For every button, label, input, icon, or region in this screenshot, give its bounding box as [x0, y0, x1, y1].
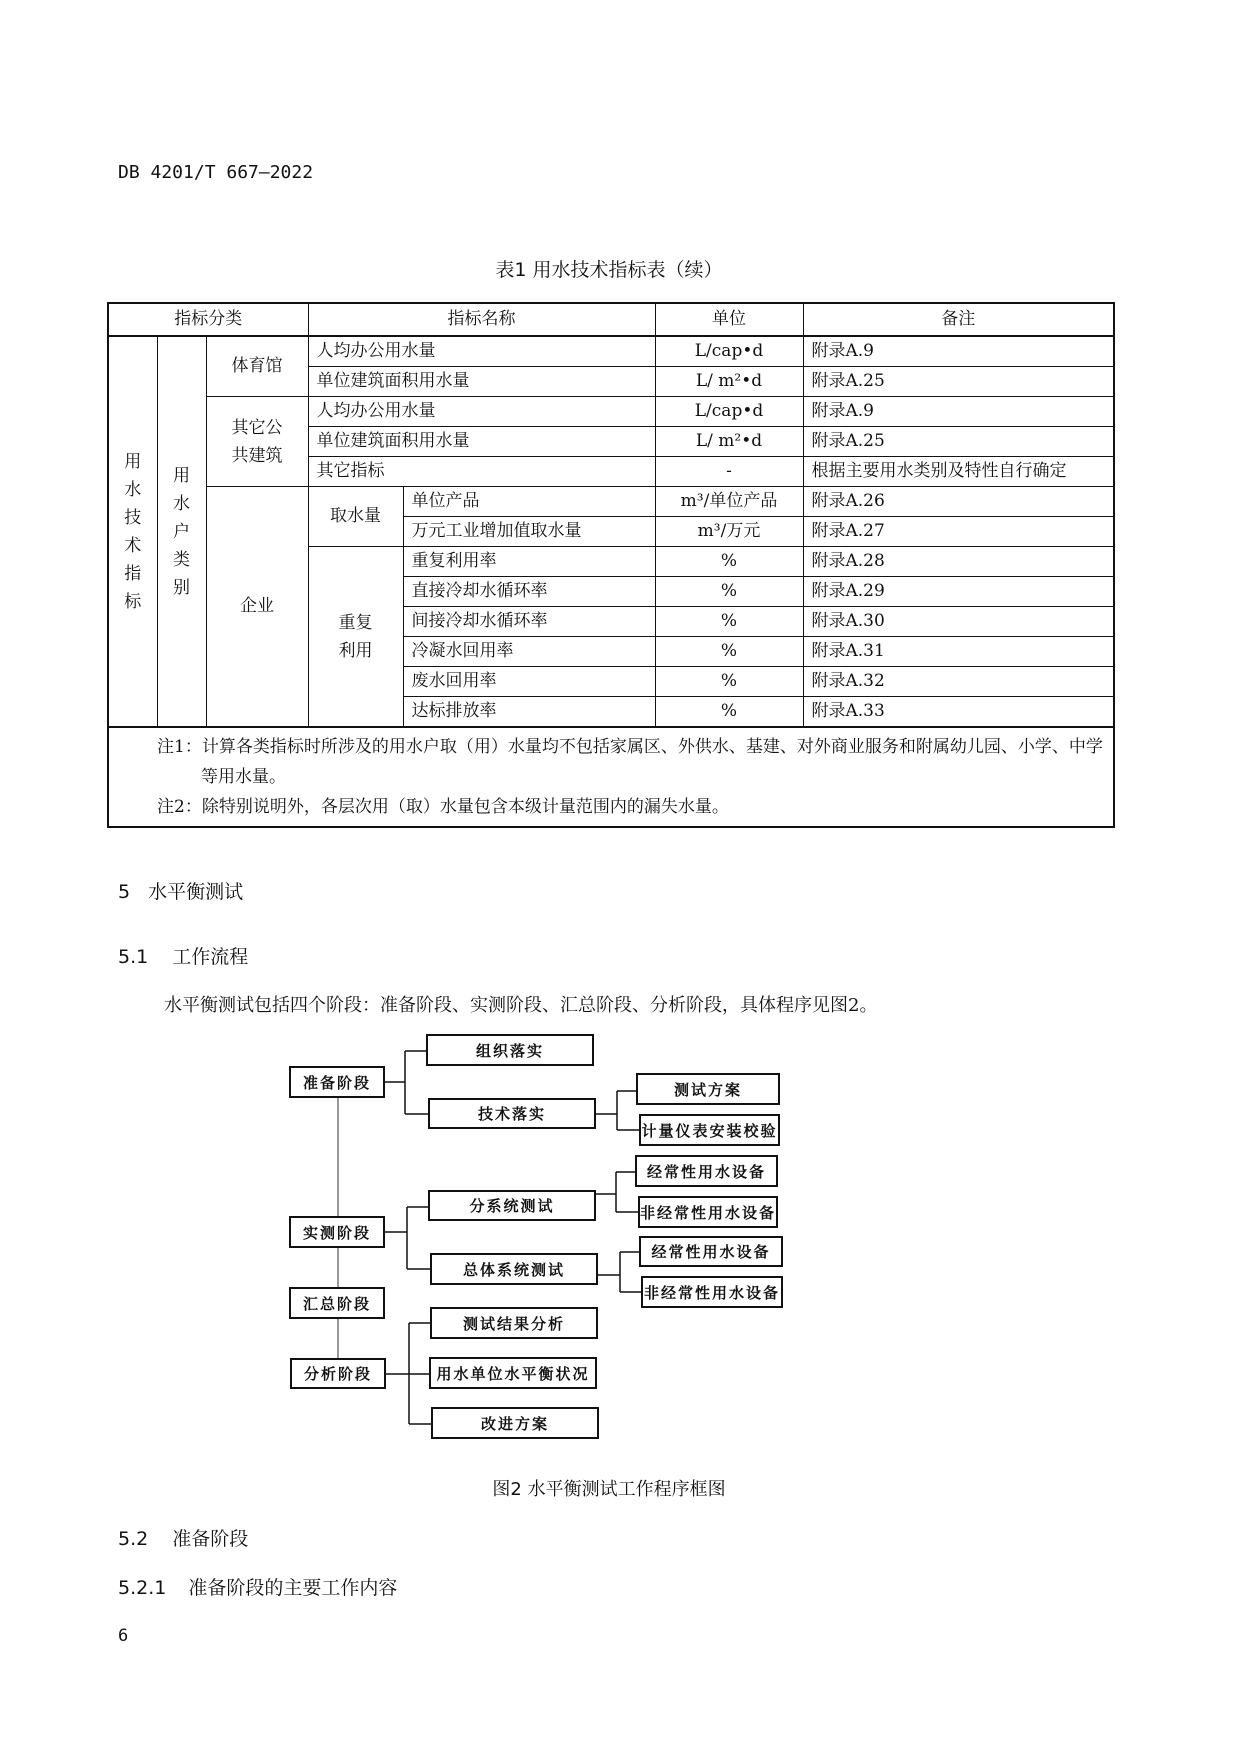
- row-remark: 附录A.31: [803, 637, 1114, 667]
- row-name: 废水回用率: [403, 667, 655, 697]
- row-name: 万元工业增加值取水量: [403, 517, 655, 547]
- table-note-1: 注1：计算各类指标时所涉及的用水户取（用）水量均不包括家属区、外供水、基建、对外商业服务和附属幼儿园、小学、中学等用水量。: [157, 737, 1103, 787]
- box-total-system-test: 总体系统测试: [430, 1253, 598, 1285]
- row-unit: %: [655, 547, 803, 577]
- row-name: 直接冷却水循环率: [403, 577, 655, 607]
- row-name: 间接冷却水循环率: [403, 607, 655, 637]
- box-total-regular: 经常性用水设备: [639, 1236, 783, 1267]
- box-analysis-stage: 分析阶段: [290, 1358, 386, 1389]
- row-unit: L/cap•d: [655, 336, 803, 367]
- document-header: DB 4201/T 667—2022: [118, 162, 314, 183]
- section-number: 5.2.1: [118, 1577, 167, 1599]
- prep-bracket: [385, 1051, 428, 1114]
- section-title: 准备阶段的主要工作内容: [188, 1577, 398, 1599]
- box-prep-stage: 准备阶段: [289, 1066, 385, 1098]
- row-name: 人均办公用水量: [308, 336, 655, 367]
- row-unit: %: [655, 577, 803, 607]
- section-number: 5.1: [118, 946, 149, 968]
- header-remark: 备注: [803, 303, 1114, 336]
- row-unit: %: [655, 667, 803, 697]
- tech-bracket: [596, 1091, 639, 1130]
- row-remark: 附录A.30: [803, 607, 1114, 637]
- section-title: 水平衡测试: [148, 881, 244, 903]
- box-sub-regular: 经常性用水设备: [635, 1155, 778, 1187]
- box-water-balance-status: 用水单位水平衡状况: [429, 1357, 597, 1389]
- subcategory-reuse: 重复利用: [308, 547, 403, 728]
- row-remark: 附录A.26: [803, 487, 1114, 517]
- row-remark: 附录A.28: [803, 547, 1114, 577]
- row-remark: 附录A.9: [803, 336, 1114, 367]
- section-title: 准备阶段: [172, 1528, 249, 1550]
- row-remark: 附录A.9: [803, 397, 1114, 427]
- row-unit: m³/万元: [655, 517, 803, 547]
- box-meter-install: 计量仪表安装校验: [639, 1114, 780, 1146]
- box-improvement-plan: 改进方案: [431, 1407, 599, 1439]
- row-unit: L/ m²•d: [655, 427, 803, 457]
- total-bracket: [598, 1252, 641, 1292]
- section-5-2-heading: [118, 1524, 248, 1551]
- row-name: 人均办公用水量: [308, 397, 655, 427]
- subcategory-intake: 取水量: [308, 487, 403, 547]
- header-name: 指标名称: [308, 303, 655, 336]
- row-name: 达标排放率: [403, 697, 655, 728]
- row-unit: %: [655, 697, 803, 728]
- category-gym: 体育馆: [206, 336, 308, 397]
- group-user-category: 用水户类别: [173, 465, 190, 598]
- row-name: 单位建筑面积用水量: [308, 367, 655, 397]
- row-name: 其它指标: [308, 457, 655, 487]
- header-category: 指标分类: [108, 303, 308, 336]
- row-unit: L/cap•d: [655, 397, 803, 427]
- paragraph-5-1: 水平衡测试包括四个阶段：准备阶段、实测阶段、汇总阶段、分析阶段，具体程序见图2。: [164, 995, 878, 1016]
- box-organization: 组织落实: [426, 1034, 594, 1066]
- section-number: 5: [118, 881, 131, 903]
- header-unit: 单位: [655, 303, 803, 336]
- row-unit: -: [655, 457, 803, 487]
- box-measure-stage: 实测阶段: [289, 1216, 385, 1248]
- box-result-analysis: 测试结果分析: [430, 1307, 598, 1339]
- row-name: 冷凝水回用率: [403, 637, 655, 667]
- row-remark: 附录A.33: [803, 697, 1114, 728]
- group-water-indicator: 用水技术指标: [124, 451, 142, 612]
- box-technical: 技术落实: [428, 1098, 596, 1129]
- sub-bracket: [596, 1172, 638, 1212]
- category-other-public: 其它公共建筑: [206, 397, 308, 487]
- row-unit: %: [655, 637, 803, 667]
- measure-bracket: [385, 1207, 430, 1269]
- row-unit: m³/单位产品: [655, 487, 803, 517]
- row-remark: 附录A.27: [803, 517, 1114, 547]
- row-name: 单位产品: [403, 487, 655, 517]
- row-name: 单位建筑面积用水量: [308, 427, 655, 457]
- box-sub-irregular: 非经常性用水设备: [638, 1196, 778, 1228]
- row-remark: 附录A.25: [803, 427, 1114, 457]
- table-title: 表1 用水技术指标表（续）: [495, 259, 723, 281]
- row-remark: 附录A.29: [803, 577, 1114, 607]
- figure-caption: 图2 水平衡测试工作程序框图: [492, 1479, 726, 1500]
- row-remark: 附录A.32: [803, 667, 1114, 697]
- box-total-irregular: 非经常性用水设备: [641, 1276, 783, 1308]
- section-number: 5.2: [118, 1528, 149, 1550]
- section-5-2-1-heading: [118, 1573, 397, 1600]
- table-note-2: 注2：除特别说明外，各层次用（取）水量包含本级计量范围内的漏失水量。: [157, 797, 729, 817]
- row-remark: 根据主要用水类别及特性自行确定: [803, 457, 1114, 487]
- row-unit: %: [655, 607, 803, 637]
- page-number: 6: [118, 1626, 129, 1646]
- section-title: 工作流程: [172, 946, 249, 968]
- category-enterprise: 企业: [206, 487, 308, 728]
- box-summary-stage: 汇总阶段: [289, 1287, 385, 1319]
- row-name: 重复利用率: [403, 547, 655, 577]
- row-unit: L/ m²•d: [655, 367, 803, 397]
- row-remark: 附录A.25: [803, 367, 1114, 397]
- box-test-plan: 测试方案: [636, 1073, 780, 1105]
- box-subsystem-test: 分系统测试: [428, 1190, 596, 1221]
- analysis-bracket: [386, 1323, 431, 1424]
